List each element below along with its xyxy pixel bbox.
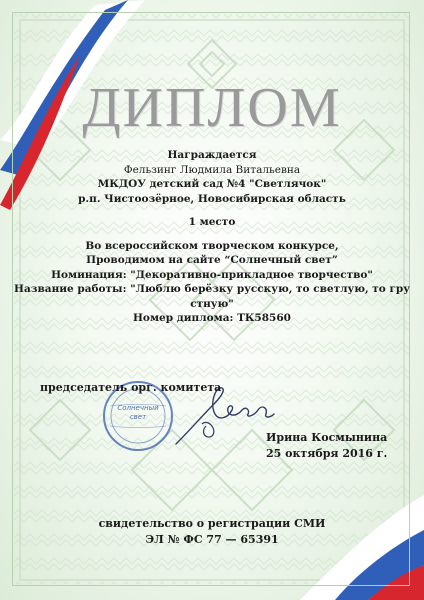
- diploma-title: ДИПЛОМ: [82, 77, 342, 139]
- institution: МКДОУ детский сад №4 "Светлячок": [97, 178, 327, 190]
- nomination: Номинация: "Декоративно-прикладное творчество": [51, 268, 373, 281]
- work-title-line-2: стную": [190, 297, 234, 310]
- registration-line-2: ЭЛ № ФС 77 — 65391: [145, 533, 279, 546]
- registration-block: [0, 516, 424, 548]
- stamp-text: [112, 404, 164, 422]
- recipient-name: Фельзинг Людмила Витальевна: [123, 163, 301, 176]
- chair-label: председатель орг. комитета: [40, 381, 222, 394]
- locality: р.п. Чистоозёрное, Новосибирская область: [78, 192, 346, 205]
- signing-date: 25 октября 2016 г.: [266, 447, 388, 460]
- contest-line-1: Во всероссийском творческом конкурсе,: [85, 239, 339, 252]
- stamp-line-1: Солнечный: [117, 404, 159, 412]
- registration-line-1: свидетельство о регистрации СМИ: [98, 517, 326, 530]
- signer-name: Ирина Космынина: [266, 431, 388, 444]
- diploma-number: Номер диплома: ТК58560: [133, 312, 291, 324]
- contest-line-2: Проводимом на сайте “Солнечный свет”: [86, 254, 338, 266]
- work-title-line-1: Название работы: "Люблю берёзку русскую, то светлую, то гру: [14, 283, 410, 295]
- signer-block: [266, 430, 387, 462]
- awarded-label: Награждается: [167, 149, 257, 161]
- place: 1 место: [188, 216, 236, 228]
- award-text-block: [0, 148, 424, 326]
- stamp-line-2: свет: [129, 413, 147, 421]
